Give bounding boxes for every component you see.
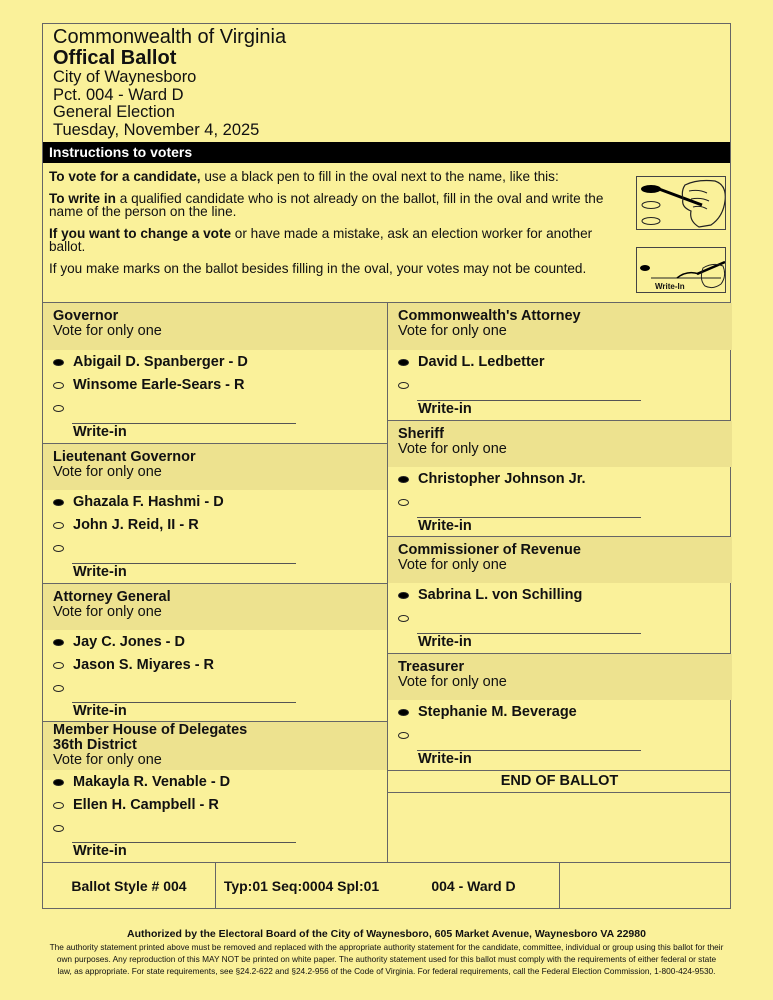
writein-option[interactable] [398, 493, 418, 511]
candidate-option[interactable] [398, 353, 545, 371]
authority-disclaimer: law, as appropriate. For state requirements, see §24.2-622 and §24.2-956 of the Code of Virginia. For federal requirements, call the Federal Election Commission, 1-800-424-9530. [57, 966, 716, 976]
contest-header [388, 654, 732, 700]
authority-disclaimer: The authority statement printed above must be removed and replaced with the appropriate authority statement for the candidate, committee, individual or group using this ballot for their [49, 942, 724, 952]
header-precinct: Pct. 004 - Ward D [53, 85, 184, 104]
candidate-name: Abigail D. Spanberger - D [73, 354, 248, 370]
empty-oval[interactable] [398, 732, 409, 739]
writein-label: Write-in [73, 843, 127, 859]
contest-title: Commonwealth's Attorney [398, 308, 581, 324]
contest-header [43, 444, 387, 490]
header-city: City of Waynesboro [53, 68, 197, 86]
instruction-writein: To write in a qualified candidate who is not already on the ballot, fill in the oval and write the name of the person on the line. [49, 191, 604, 219]
writein-option[interactable] [398, 376, 418, 394]
instructions [49, 170, 615, 284]
candidate-name: Ghazala F. Hashmi - D [73, 494, 224, 510]
header-date: Tuesday, November 4, 2025 [53, 120, 260, 139]
writein-option[interactable] [53, 539, 73, 557]
filled-oval[interactable] [53, 779, 64, 786]
writein-label: Write-in [418, 634, 472, 650]
writein-option[interactable] [53, 399, 73, 417]
illustration-label: Write-In [655, 282, 685, 291]
candidate-name: Makayla R. Venable - D [73, 774, 231, 790]
writein-label: Write-in [418, 401, 472, 417]
writein-label: Write-in [73, 424, 127, 440]
contest-treasurer [388, 654, 732, 770]
filled-oval[interactable] [53, 639, 64, 646]
authority-line: Authorized by the Electoral Board of the City of Waynesboro, 605 Market Avenue, Waynesboro VA 22980 [127, 928, 646, 940]
header-title: Offical Ballot [53, 47, 177, 69]
candidate-name: Winsome Earle-Sears - R [73, 377, 245, 393]
candidate-option[interactable] [398, 586, 582, 604]
contest-title: Sheriff [398, 426, 444, 442]
header-election: General Election [53, 103, 175, 121]
ballot-style: Ballot Style # 004 [71, 878, 187, 894]
candidate-name: John J. Reid, II - R [73, 517, 199, 533]
empty-oval[interactable] [53, 522, 64, 529]
writein-illustration [636, 247, 726, 293]
contest-instruction: Vote for only one [398, 674, 507, 690]
contest-title: Attorney General [53, 589, 171, 605]
empty-oval[interactable] [53, 802, 64, 809]
candidate-name: Jay C. Jones - D [73, 634, 186, 650]
empty-oval[interactable] [398, 615, 409, 622]
candidate-option[interactable] [53, 353, 248, 371]
contest-header [43, 584, 387, 630]
candidate-name: David L. Ledbetter [418, 354, 545, 370]
candidate-name: Jason S. Miyares - R [73, 657, 215, 673]
contest-district: 36th District [53, 737, 137, 753]
writein-option[interactable] [53, 679, 73, 697]
candidate-option[interactable] [53, 376, 245, 394]
writein-option[interactable] [398, 726, 418, 744]
contest-attorney-general [43, 584, 387, 722]
ballot-sequence: Typ:01 Seq:0004 Spl:01 [223, 878, 380, 894]
writein-label: Write-in [73, 564, 127, 580]
contest-title: Governor [53, 308, 119, 324]
contest-instruction: Vote for only one [53, 752, 162, 768]
instruction-marks: If you make marks on the ballot besides filling in the oval, your votes may not be counted. [49, 261, 587, 276]
filled-oval[interactable] [398, 592, 409, 599]
authority-statement [42, 928, 731, 977]
end-of-ballot: END OF BALLOT [500, 773, 619, 789]
contest-header [388, 421, 732, 467]
writein-option[interactable] [53, 819, 73, 837]
empty-oval[interactable] [53, 825, 64, 832]
candidate-option[interactable] [398, 470, 586, 488]
ballot-ward: 004 - Ward D [431, 878, 516, 894]
contest-header [388, 537, 732, 583]
contest-header [43, 722, 387, 770]
instruction-vote: To vote for a candidate, use a black pen to fill in the oval next to the name, like this: [49, 169, 559, 184]
divider [388, 792, 731, 793]
candidate-option[interactable] [53, 796, 219, 814]
candidate-option[interactable] [398, 703, 577, 721]
filled-oval[interactable] [398, 476, 409, 483]
candidate-option[interactable] [53, 493, 224, 511]
filled-oval[interactable] [398, 359, 409, 366]
empty-oval[interactable] [53, 405, 64, 412]
contest-title: Commissioner of Revenue [398, 542, 581, 558]
contest-commonwealths-attorney [388, 303, 732, 420]
empty-oval[interactable] [53, 545, 64, 552]
footer-divider [559, 862, 560, 908]
contest-title: Treasurer [398, 659, 465, 675]
contest-sheriff [388, 421, 732, 537]
filled-oval[interactable] [398, 709, 409, 716]
filled-oval[interactable] [53, 359, 64, 366]
fill-oval-illustration [636, 176, 726, 230]
contest-governor [43, 303, 387, 443]
empty-oval[interactable] [53, 662, 64, 669]
candidate-option[interactable] [53, 633, 185, 651]
header-state: Commonwealth of Virginia [53, 26, 287, 48]
writein-option[interactable] [398, 609, 418, 627]
pen-hand-icon [637, 177, 726, 230]
candidate-option[interactable] [53, 656, 214, 674]
ballot [42, 23, 731, 909]
contest-title: Member House of Delegates [53, 722, 248, 738]
contest-instruction: Vote for only one [398, 323, 507, 339]
candidate-option[interactable] [53, 516, 199, 534]
empty-oval[interactable] [53, 382, 64, 389]
writein-label: Write-in [418, 518, 472, 534]
candidate-name: Sabrina L. von Schilling [418, 587, 583, 603]
candidate-name: Ellen H. Campbell - R [73, 797, 219, 813]
empty-oval[interactable] [398, 382, 409, 389]
instructions-bar: Instructions to voters [43, 142, 730, 163]
contest-header [388, 303, 732, 350]
empty-oval[interactable] [398, 499, 409, 506]
instruction-change: If you want to change a vote or have made a mistake, ask an election worker for another ballot. [49, 226, 593, 254]
candidate-name: Christopher Johnson Jr. [418, 471, 586, 487]
candidate-name: Stephanie M. Beverage [418, 704, 577, 720]
empty-oval[interactable] [53, 685, 64, 692]
contest-lieutenant-governor [43, 444, 387, 584]
contest-house-of-delegates [43, 722, 387, 862]
contest-instruction: Vote for only one [53, 323, 162, 339]
filled-oval[interactable] [53, 499, 64, 506]
contest-instruction: Vote for only one [53, 464, 162, 480]
contest-instruction: Vote for only one [53, 604, 162, 620]
contest-instruction: Vote for only one [398, 441, 507, 457]
divider [43, 862, 730, 863]
writein-label: Write-in [418, 751, 472, 767]
candidate-option[interactable] [53, 773, 230, 791]
divider [388, 770, 731, 771]
contest-header [43, 303, 387, 350]
authority-disclaimer: own purposes. Any reproduction of this MAY NOT be printed on white paper. The authority statement used for this ballot must comply with the requirements of either federal or state [56, 954, 717, 964]
writein-label: Write-in [73, 703, 127, 719]
contest-instruction: Vote for only one [398, 557, 507, 573]
contest-title: Lieutenant Governor [53, 449, 196, 465]
ballot-header [53, 26, 653, 139]
contest-commissioner-of-revenue [388, 537, 732, 653]
